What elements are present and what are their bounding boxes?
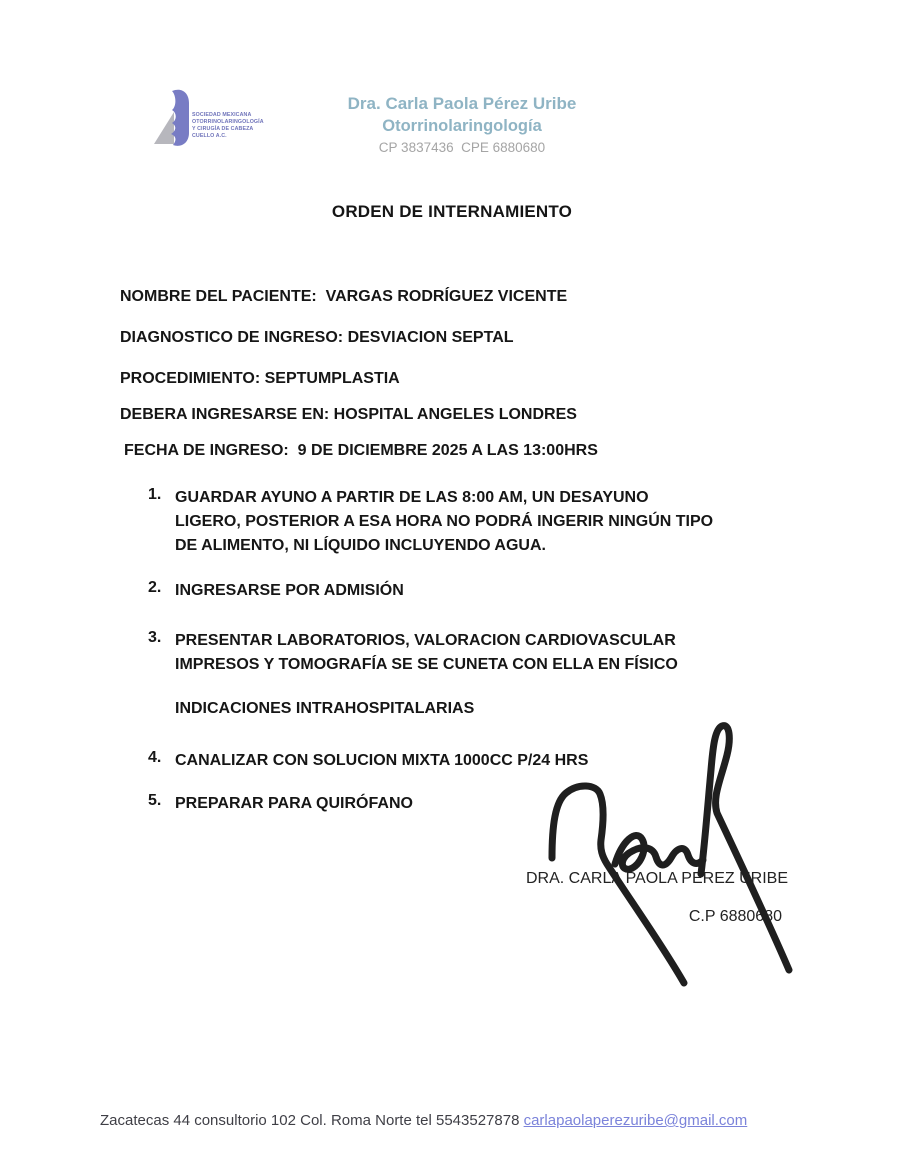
list-item-number: 1. xyxy=(148,486,162,503)
list-item-text: LIGERO, POSTERIOR A ESA HORA NO PODRÁ INGERIR NINGÚN TIPO xyxy=(175,513,714,530)
list-item-text: GUARDAR AYUNO A PARTIR DE LAS 8:00 AM, UN DESAYUNO xyxy=(175,489,649,506)
list-item-text: PRESENTAR LABORATORIOS, VALORACION CARDIOVASCULAR xyxy=(175,632,676,649)
field-procedure: PROCEDIMIENTO: SEPTUMPLASTIA xyxy=(120,370,400,387)
logo-text-line: Y CIRUGÍA DE CABEZA xyxy=(192,126,254,132)
signature-stroke xyxy=(615,835,703,869)
intrahospital-heading: INDICACIONES INTRAHOSPITALARIAS xyxy=(175,700,475,717)
signature-license: C.P 6880680 xyxy=(688,908,782,925)
footer-address: Zacatecas 44 consultorio 102 Col. Roma Norte tel 5543527878 xyxy=(100,1112,524,1129)
list-item-number: 5. xyxy=(148,792,162,809)
list-item-text: INGRESARSE POR ADMISIÓN xyxy=(175,582,404,599)
list-item-number: 4. xyxy=(148,749,162,766)
society-logo-icon xyxy=(148,86,268,156)
list-item-text: IMPRESOS Y TOMOGRAFÍA SE SE CUNETA CON ELLA EN FÍSICO xyxy=(175,656,678,673)
signature-doctor-name: DRA. CARLA PAOLA PEREZ URIBE xyxy=(525,870,788,887)
footer-contact-line xyxy=(100,1112,820,1129)
footer-email-link[interactable]: carlapaolaperezuribe@gmail.com xyxy=(523,1112,748,1129)
list-item-number: 2. xyxy=(148,579,162,596)
field-admission-date: FECHA DE INGRESO: 9 DE DICIEMBRE 2025 A LAS 13:00HRS xyxy=(124,442,598,459)
page-title: ORDEN DE INTERNAMIENTO xyxy=(331,202,573,221)
doctor-specialty: Otorrinolaringología xyxy=(382,117,542,136)
logo-triangle-shape xyxy=(154,112,174,144)
field-diagnosis: DIAGNOSTICO DE INGRESO: DESVIACION SEPTAL xyxy=(120,329,514,346)
logo-text-line: SOCIEDAD MEXICANA xyxy=(192,112,252,118)
list-item-number: 3. xyxy=(148,629,162,646)
list-item-text: CANALIZAR CON SOLUCION MIXTA 1000CC P/24 HRS xyxy=(175,752,589,769)
letterhead xyxy=(312,93,612,157)
list-item-text: DE ALIMENTO, NI LÍQUIDO INCLUYENDO AGUA. xyxy=(175,537,546,554)
field-patient-name: NOMBRE DEL PACIENTE: VARGAS RODRÍGUEZ VICENTE xyxy=(120,288,568,305)
list-item-text: PREPARAR PARA QUIRÓFANO xyxy=(175,795,413,812)
doctor-credentials: CP 3837436 CPE 6880680 xyxy=(378,139,546,155)
doctor-name: Dra. Carla Paola Pérez Uribe xyxy=(347,94,577,113)
logo-text-line: OTORRINOLARINGOLOGÍA xyxy=(192,119,264,125)
logo-text-line: CUELLO A.C. xyxy=(192,133,227,139)
field-hospital: DEBERA INGRESARSE EN: HOSPITAL ANGELES LONDRES xyxy=(120,406,577,423)
